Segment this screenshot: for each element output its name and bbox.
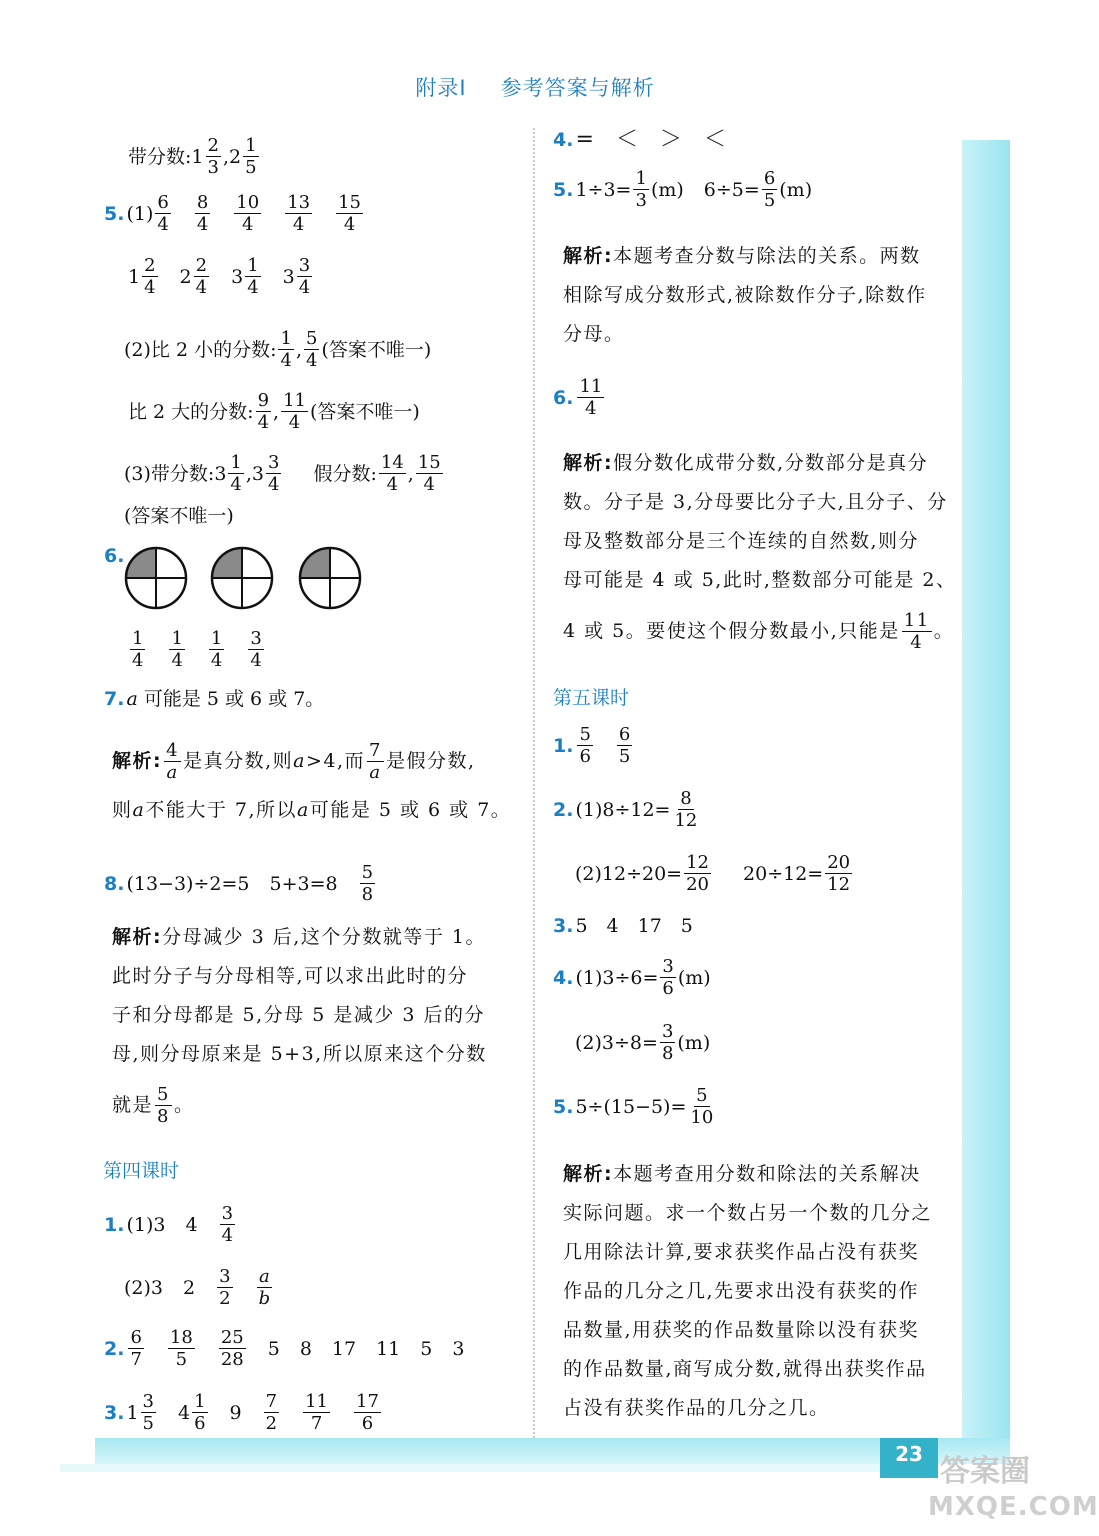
q8-answer: 8. (13−3)÷2=5 5+3=8 $\frac{5}{8}$	[104, 862, 374, 905]
section-title-lesson4: 第四课时	[103, 1160, 180, 1182]
s5-q2-part2: (2)12÷20= $\frac{12}{20}$ 20÷12= $\frac{20}{12}$	[575, 852, 851, 895]
column-divider	[533, 128, 535, 1438]
fraction: $\frac{2}{3}$	[207, 135, 219, 178]
r-q6-explanation: 解析: 假分数化成带分数,分数部分是真分 数。分子是 3,分母要比分子大,且分子、分 母及整数部分是三个连续的自然数,则分 母可能是 4 或 5,此时,整数部分可能是 2、 4 或 5。要使这个假分数最小,只能是 $\frac{11}{4}$ 。	[563, 452, 957, 653]
section-title-lesson5: 第五课时	[553, 687, 630, 709]
q5-mixed-numbers: 1 $\frac{2}{4}$ 2 $\frac{2}{4}$ 3 $\frac{1}{4}$ 3 $\frac{3}{4}$	[128, 255, 311, 298]
s5-q4-part1: 4. (1)3÷6= $\frac{3}{6}$ (m)	[553, 956, 711, 999]
r-q5-explanation: 解析: 本题考查分数与除法的关系。两数 相除写成分数形式,被除数作分子,除数作 分母。	[563, 245, 927, 345]
quarter-circle-3	[297, 545, 363, 611]
mixed-number-line: 带分数: 1 $\frac{2}{3}$ , 2 $\frac{1}{5}$	[128, 135, 257, 178]
s5-q5: 5. 5÷(15−5)= $\frac{5}{10}$	[553, 1085, 714, 1128]
page-number: 23	[880, 1438, 938, 1478]
s4-q1-part1: 1. (1)3 4 $\frac{3}{4}$	[104, 1203, 234, 1246]
r-q5: 5. 1÷3= $\frac{1}{3}$ (m) 6÷5= $\frac{6}{5}$ (m)	[553, 168, 813, 211]
header-appendix: 附录Ⅰ	[415, 76, 467, 100]
s5-q4-part2: (2)3÷8= $\frac{3}{8}$ (m)	[575, 1021, 711, 1064]
decorative-side-band	[962, 140, 1010, 1438]
q7-answer: 7. a 可能是 5 或 6 或 7。	[104, 688, 325, 710]
r-q4: 4. = ＜ ＞ ＜	[553, 127, 726, 152]
watermark-logo: 答案圈	[940, 1454, 1030, 1489]
quarter-circle-2	[209, 545, 275, 611]
q5-part1: 5. (1) $\frac{6}{4}$ $\frac{8}{4}$ $\frac{10}{4}$ $\frac{13}{4}$ $\frac{15}{4}$	[104, 192, 361, 235]
s4-q2: 2. $\frac{6}{7}$ $\frac{18}{5}$ $\frac{25}{28}$ 5 8 17 11 5 3	[104, 1327, 465, 1370]
quarter-circle-1	[123, 545, 189, 611]
decorative-bottom-band	[95, 1438, 1010, 1464]
q5-part2a: (2)比 2 小的分数: $\frac{1}{4}$ , $\frac{5}{4}$ (答案不唯一)	[124, 328, 432, 371]
r-q6: 6. $\frac{11}{4}$	[553, 376, 603, 419]
watermark-url: MXQE.COM	[928, 1492, 1099, 1522]
q5-part3: (3)带分数: 3 $\frac{1}{4}$ , 3 $\frac{3}{4}$ 假分数: $\frac{14}{4}$ , $\frac{15}{4}$	[124, 452, 441, 495]
fraction: $\frac{1}{5}$	[245, 135, 257, 178]
header-title: 参考答案与解析	[500, 76, 655, 100]
s4-q3: 3. 1 $\frac{3}{5}$ 4 $\frac{1}{6}$ 9 $\frac{7}{2}$ $\frac{11}{7}$ $\frac{17}{6}$	[104, 1391, 379, 1434]
s5-q2-part1: 2. (1)8÷12= $\frac{8}{12}$	[553, 788, 698, 831]
q5-part2b: 比 2 大的分数: $\frac{9}{4}$ , $\frac{11}{4}$ (答案不唯一)	[128, 390, 420, 433]
page-header	[0, 72, 1070, 102]
q8-explanation: 解析: 分母减少 3 后,这个分数就等于 1。 此时分子与分母相等,可以求出此时的分 子和分母都是 5,分母 5 是减少 3 后的分 母,则分母原来是 5+3,所以原来这个分数 就是 $\frac{5}{8}$ 。	[112, 926, 487, 1127]
q7-explanation: 解析: $\frac{4}{a}$ 是真分数,则 a >4,而 $\frac{7}{a}$ 是假分数, 则 a 不能大于 7,所以 a 可能是 5 或 6 或 7。	[112, 740, 512, 821]
q6-fractions: $\frac{1}{4}$ $\frac{1}{4}$ $\frac{1}{4}$ $\frac{3}{4}$	[132, 628, 262, 671]
s5-q5-explanation: 解析: 本题考查用分数和除法的关系解决 实际问题。求一个数占另一个数的几分之 几用除法计算,要求获奖作品占没有获奖 作品的几分之几,先要求出没有获奖的作 品数量,用获奖的作品数量除以没有获奖 的作品数量,商写成分数,就得出获奖作品 占没有获奖作品的几分之几。	[563, 1163, 933, 1419]
decorative-bottom-band-light	[60, 1464, 880, 1472]
question-number: 5.	[104, 202, 125, 225]
s5-q1: 1. $\frac{5}{6}$ $\frac{6}{5}$	[553, 724, 631, 767]
q5-note: (答案不唯一)	[124, 505, 234, 527]
s4-q1-part2: (2)3 2 $\frac{3}{2}$ $\frac{a}{b}$	[124, 1266, 271, 1309]
q6-label: 6.	[104, 545, 125, 567]
s5-q3: 3. 5 4 17 5	[553, 915, 693, 937]
